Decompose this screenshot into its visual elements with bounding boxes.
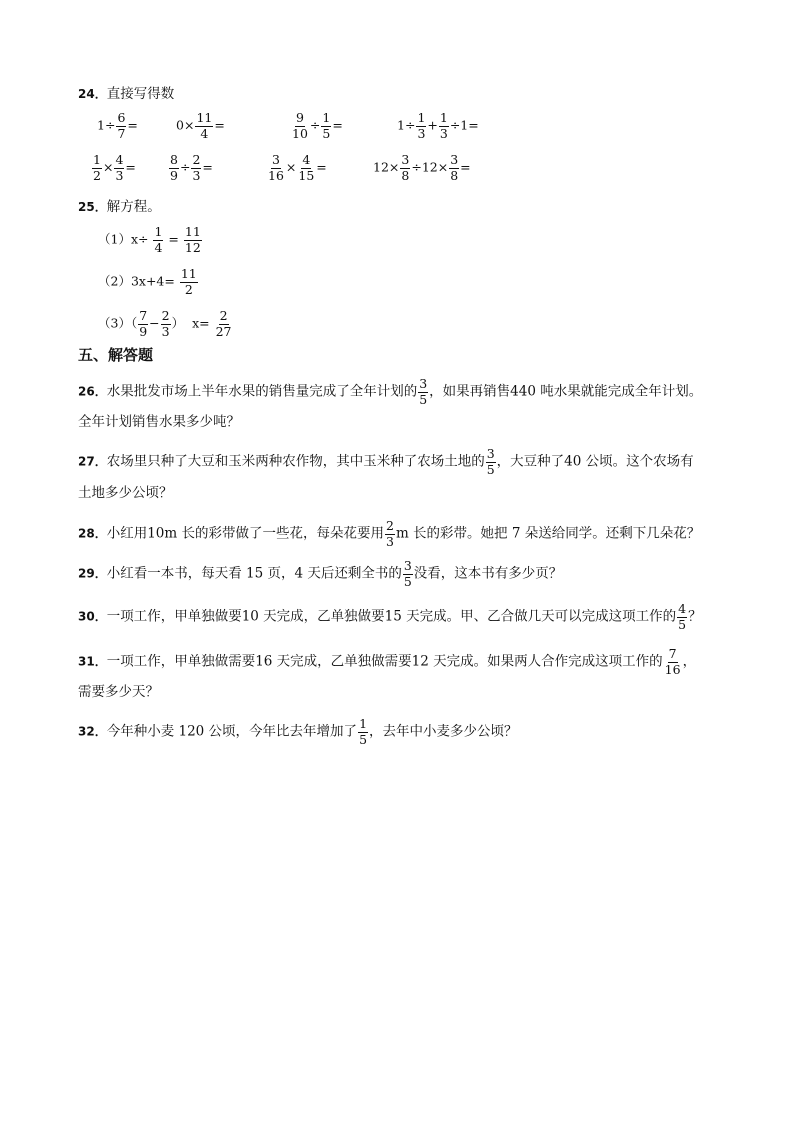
question-26-line2: 全年计划销售水果多少吨？ bbox=[78, 414, 240, 430]
question-text: 直接写得数 bbox=[106, 86, 175, 102]
expr-24-4: 1÷ $\frac{1}{3}$ + $\frac{1}{3}$ ÷1= bbox=[397, 110, 479, 141]
question-26: 26．水果批发市场上半年水果的销售量完成了全年计划的 $\frac{3}{5}$ ，如果再销售440 吨水果就能完成全年计划。 bbox=[78, 376, 703, 407]
question-number: 24． bbox=[78, 87, 107, 101]
expr-24-7: $\frac{3}{16}$ × $\frac{4}{15}$ = bbox=[268, 152, 327, 183]
fraction: $\frac{8}{9}$ bbox=[170, 152, 178, 183]
fraction: $\frac{3}{8}$ bbox=[450, 152, 459, 183]
fraction: $\frac{3}{8}$ bbox=[401, 152, 410, 183]
fraction: $\frac{3}{16}$ bbox=[268, 152, 284, 183]
equation-3: （3）（ $\frac{7}{9}$ − $\frac{2}{3}$ ） x= $\frac{2}{27}$ bbox=[98, 308, 232, 339]
equation-1: （1）x÷ $\frac{1}{4}$ = $\frac{11}{12}$ bbox=[98, 224, 201, 255]
fraction: $\frac{7}{16}$ bbox=[664, 646, 681, 677]
fraction: $\frac{6}{7}$ bbox=[117, 110, 126, 141]
fraction: $\frac{2}{3}$ bbox=[161, 308, 170, 339]
expr-24-8: 12× $\frac{3}{8}$ ÷12× $\frac{3}{8}$ = bbox=[373, 152, 471, 183]
question-32: 32．今年种小麦 120 公顷，今年比去年增加了 $\frac{1}{5}$ ，去年中小麦多少公顷？ bbox=[78, 716, 518, 747]
fraction: $\frac{1}{5}$ bbox=[322, 110, 331, 141]
expr-24-6: $\frac{8}{9}$ ÷ $\frac{2}{3}$ = bbox=[170, 152, 213, 183]
question-number: 25． bbox=[78, 200, 107, 214]
question-text: 解方程。 bbox=[106, 199, 161, 215]
expr-24-1: 1÷ $\frac{6}{7}$ = bbox=[97, 110, 138, 141]
fraction: $\frac{3}{5}$ bbox=[486, 446, 495, 477]
fraction: $\frac{11}{4}$ bbox=[196, 110, 213, 141]
expr-24-5: $\frac{1}{2}$ × $\frac{4}{3}$ = bbox=[93, 152, 136, 183]
fraction: $\frac{4}{5}$ bbox=[678, 601, 687, 632]
fraction: $\frac{1}{4}$ bbox=[154, 224, 163, 255]
question-24-title bbox=[78, 85, 174, 102]
fraction: $\frac{1}{3}$ bbox=[417, 110, 426, 141]
fraction: $\frac{2}{3}$ bbox=[192, 152, 201, 183]
fraction: $\frac{7}{9}$ bbox=[139, 308, 148, 339]
fraction: $\frac{3}{5}$ bbox=[403, 558, 412, 589]
section-heading: 五、解答题 bbox=[78, 346, 154, 364]
equation-2: （2）3x+4= $\frac{11}{2}$ bbox=[98, 266, 197, 297]
expr-24-3: $\frac{9}{10}$ ÷ $\frac{1}{5}$ = bbox=[292, 110, 343, 141]
question-30: 30．一项工作，甲单独做要10 天完成，乙单独做要15 天完成。甲、乙合做几天可以完成这项工作的 $\frac{4}{5}$ ？ bbox=[78, 601, 702, 632]
fraction: $\frac{1}{2}$ bbox=[93, 152, 101, 183]
fraction: $\frac{1}{3}$ bbox=[439, 110, 448, 141]
fraction: $\frac{2}{27}$ bbox=[215, 308, 232, 339]
question-27-line2: 土地多少公顷？ bbox=[78, 485, 173, 501]
question-27: 27．农场里只种了大豆和玉米两种农作物，其中玉米种了农场土地的 $\frac{3}{5}$ ，大豆种了40 公顷。这个农场有 bbox=[78, 446, 694, 477]
question-31: 31．一项工作，甲单独做需要16 天完成，乙单独做需要12 天完成。如果两人合作完成这项工作的 $\frac{7}{16}$ ， bbox=[78, 646, 697, 677]
fraction: $\frac{4}{3}$ bbox=[115, 152, 124, 183]
question-25-title bbox=[78, 198, 161, 215]
question-28: 28．小红用10m 长的彩带做了一些花，每朵花要用 $\frac{2}{3}$ m 长的彩带。她把 7 朵送给同学。还剩下几朵花？ bbox=[78, 518, 701, 549]
fraction: $\frac{3}{5}$ bbox=[419, 376, 428, 407]
fraction: $\frac{11}{12}$ bbox=[184, 224, 201, 255]
fraction: $\frac{4}{15}$ bbox=[298, 152, 315, 183]
fraction: $\frac{1}{5}$ bbox=[359, 716, 368, 747]
question-31-line2: 需要多少天？ bbox=[78, 684, 159, 700]
fraction: $\frac{2}{3}$ bbox=[385, 518, 394, 549]
fraction: $\frac{9}{10}$ bbox=[292, 110, 308, 141]
fraction: $\frac{11}{2}$ bbox=[180, 266, 197, 297]
expr-24-2: 0× $\frac{11}{4}$ = bbox=[176, 110, 225, 141]
question-29: 29．小红看一本书，每天看 15 页，4 天后还剩全书的 $\frac{3}{5}$ 没看，这本书有多少页？ bbox=[78, 558, 563, 589]
